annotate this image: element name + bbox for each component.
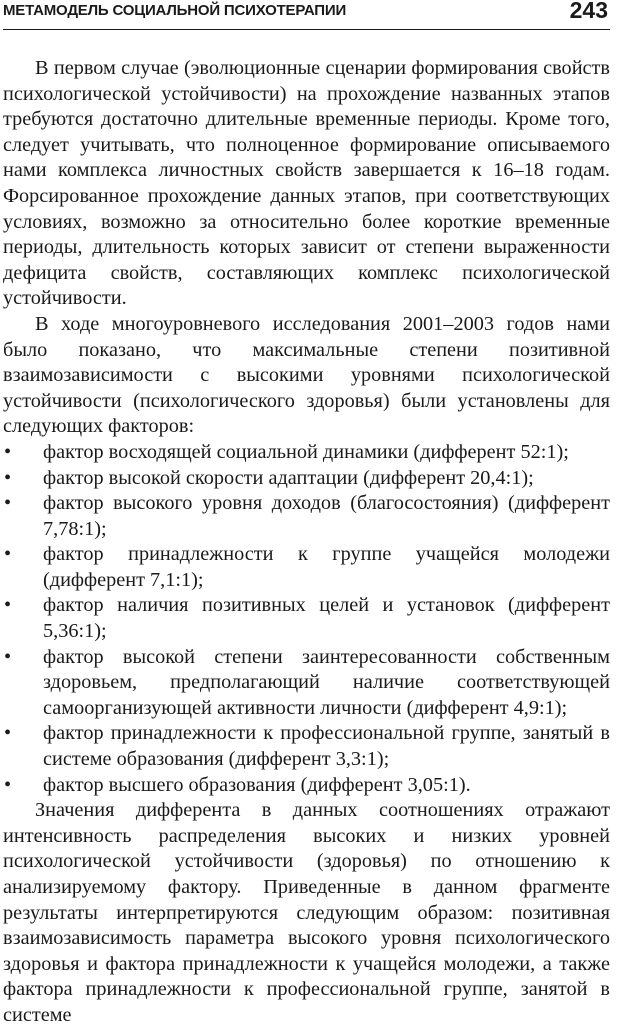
bullet-icon: • [4, 440, 12, 463]
bullet-icon: • [4, 645, 12, 668]
bullet-icon: • [4, 722, 12, 745]
list-item [3, 466, 610, 492]
list-item [3, 593, 610, 644]
paragraph: В ходе многоуровневого исследования 2001–2003 годов нами было показано, что максимальные степени позитивной взаимозависимости с высокими уровнями психологической устойчивости (психологического здоровья) были установлены для следующих факторов: [3, 312, 610, 438]
running-header [3, 0, 610, 30]
bullet-icon: • [4, 594, 12, 617]
list-item [3, 542, 610, 593]
factor-list [3, 440, 610, 798]
list-item-text: фактор принадлежности к группе учащейся молодежи (дифферент 7,1:1); [43, 543, 610, 591]
list-item-text: фактор наличия позитивных целей и установок (дифферент 5,36:1); [43, 594, 610, 643]
paragraph: В первом случае (эволюционные сценарии формирования свойств психологической устойчивости) на прохождение названных этапов требуются достаточно длительные временные периоды. Кроме того, следует учитывать, что полноценное формирование описываемого нами комплекса личностных свойств завершается к 16–18 годам. Форсированное прохождение данных этапов, при соответствующих условиях, возможно за относительно более короткие временные периоды, длительность которых зависит от степени выраженности дефицита свойств, составляющих комплекс психологической устойчивости. [3, 57, 610, 310]
list-item-text: фактор высшего образования (дифферент 3,05:1). [43, 773, 471, 796]
list-item [3, 773, 610, 799]
paragraph: Значения дифферента в данных соотношениях отражают интенсивность распределения высоких и низких уровней психологической устойчивости (здоровья) по отношению к анализируемому фактору. Приведенные в данном фрагменте результаты интерпретируются следующим образом: позитивная взаимозависимость параметра высокого уровня психологического здоровья и фактора принадлежности к учащейся молодежи, а также фактора принадлежности к профессиональной группе, занятой в системе [3, 799, 610, 1026]
list-item [3, 721, 610, 772]
bullet-icon: • [4, 543, 12, 566]
list-item [3, 440, 610, 466]
bullet-icon: • [4, 773, 12, 796]
list-item [3, 491, 610, 542]
page-number: 243 [569, 0, 608, 23]
list-item-text: фактор высокого уровня доходов (благосостояния) (дифферент 7,78:1); [43, 492, 610, 540]
list-item-text: фактор восходящей социальной динамики (дифферент 52:1); [43, 440, 569, 463]
running-title: МЕТАМОДЕЛЬ СОЦИАЛЬНОЙ ПСИХОТЕРАПИИ [3, 2, 347, 19]
main-text [3, 56, 610, 1029]
list-item-text: фактор высокой степени заинтересованности собственным здоровьем, предполагающий наличие соответствующей самоорганизующей активности личности (дифферент 4,9:1); [43, 645, 610, 719]
bullet-icon: • [4, 466, 12, 489]
list-item-text: фактор высокой скорости адаптации (дифферент 20,4:1); [43, 466, 534, 489]
list-item [3, 645, 610, 722]
list-item-text: фактор принадлежности к профессиональной группе, занятый в системе образования (дифферент 3,3:1); [43, 722, 610, 771]
bullet-icon: • [4, 492, 12, 515]
